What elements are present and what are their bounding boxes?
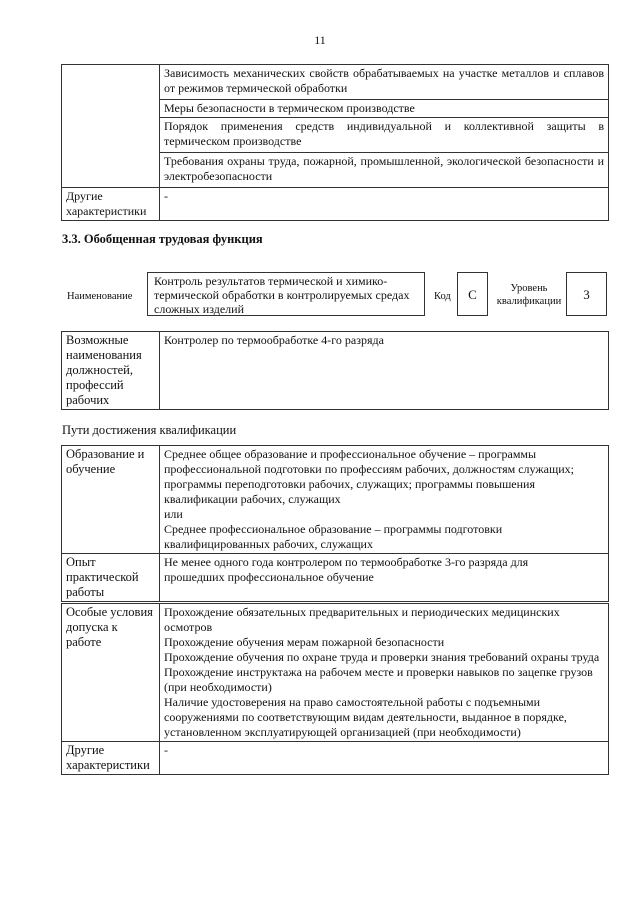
table-row	[62, 554, 609, 602]
positions-label: Возможные наименования должностей, профессий рабочих	[62, 332, 160, 410]
name-label: Наименование	[67, 291, 133, 302]
education-label: Образование и обучение	[62, 446, 160, 554]
condition-line: Наличие удостоверения на право самостоятельной работы с подъемными сооружениями по соответствующим видам деятельности, выданное в порядке, установленном эксплуатирующей организацией (при необходимости)	[164, 695, 567, 739]
level-box	[566, 272, 607, 316]
table-row	[62, 65, 609, 100]
code-label: Код	[434, 291, 451, 302]
other-characteristics-label: Другие характеристики	[62, 742, 160, 775]
table-row	[62, 604, 609, 742]
table-row	[62, 742, 609, 775]
knowledge-item: Требования охраны труда, пожарной, промышленной, экологической безопасности и электробезопасности	[160, 153, 609, 188]
conditions-label: Особые условия допуска к работе	[62, 604, 160, 742]
education-value	[160, 446, 609, 554]
other-characteristics-value: -	[160, 188, 609, 221]
qualification-table	[61, 445, 609, 602]
knowledge-item: Порядок применения средств индивидуальной и коллективной защиты в термическом производстве	[160, 118, 609, 153]
code-value: C	[468, 286, 477, 302]
table-row	[62, 446, 609, 554]
positions-value: Контролер по термообработке 4-го разряда	[160, 332, 609, 410]
experience-label: Опыт практической работы	[62, 554, 160, 602]
knowledge-table	[61, 64, 609, 221]
paths-title: Пути достижения квалификации	[62, 423, 237, 437]
page-number: 11	[314, 33, 326, 47]
education-line: или	[164, 507, 183, 521]
condition-line: Прохождение обучения по охране труда и проверки знания требований охраны труда	[164, 650, 600, 664]
function-name-box	[147, 272, 425, 316]
section-title: 3.3. Обобщенная трудовая функция	[62, 232, 263, 246]
condition-line: Прохождение обучения мерам пожарной безопасности	[164, 635, 445, 649]
function-name: Контроль результатов термической и химико-термической обработки в контролируемых средах сложных изделий	[154, 274, 410, 316]
table-row	[62, 188, 609, 221]
empty-label-cell	[62, 65, 160, 188]
education-line: Среднее общее образование и профессиональное обучение – программы профессиональной подготовки по профессиям рабочих, должностям служащих; программы переподготовки рабочих, служащих; программы повышения квалификации рабочих, служащих	[164, 447, 574, 506]
table-row	[62, 332, 609, 410]
condition-line: Прохождение обязательных предварительных и периодических медицинских осмотров	[164, 605, 560, 634]
conditions-table	[61, 603, 609, 775]
code-box	[457, 272, 488, 316]
experience-value: Не менее одного года контролером по термообработке 3-го разряда для прошедших профессиональное обучение	[160, 554, 609, 602]
condition-line: Прохождение инструктажа на рабочем месте и проверки навыков по зацепке грузов (при необходимости)	[164, 665, 593, 694]
level-value: 3	[583, 286, 590, 302]
conditions-value	[160, 604, 609, 742]
level-label: Уровень квалификации	[496, 283, 562, 307]
other-characteristics-label: Другие характеристики	[62, 188, 160, 221]
education-line: Среднее профессиональное образование – программы подготовки квалифицированных рабочих, служащих	[164, 522, 503, 551]
positions-table	[61, 331, 609, 410]
other-characteristics-value: -	[160, 742, 609, 775]
knowledge-item: Меры безопасности в термическом производстве	[160, 100, 609, 118]
knowledge-item: Зависимость механических свойств обрабатываемых на участке металлов и сплавов от режимов термической обработки	[160, 65, 609, 100]
